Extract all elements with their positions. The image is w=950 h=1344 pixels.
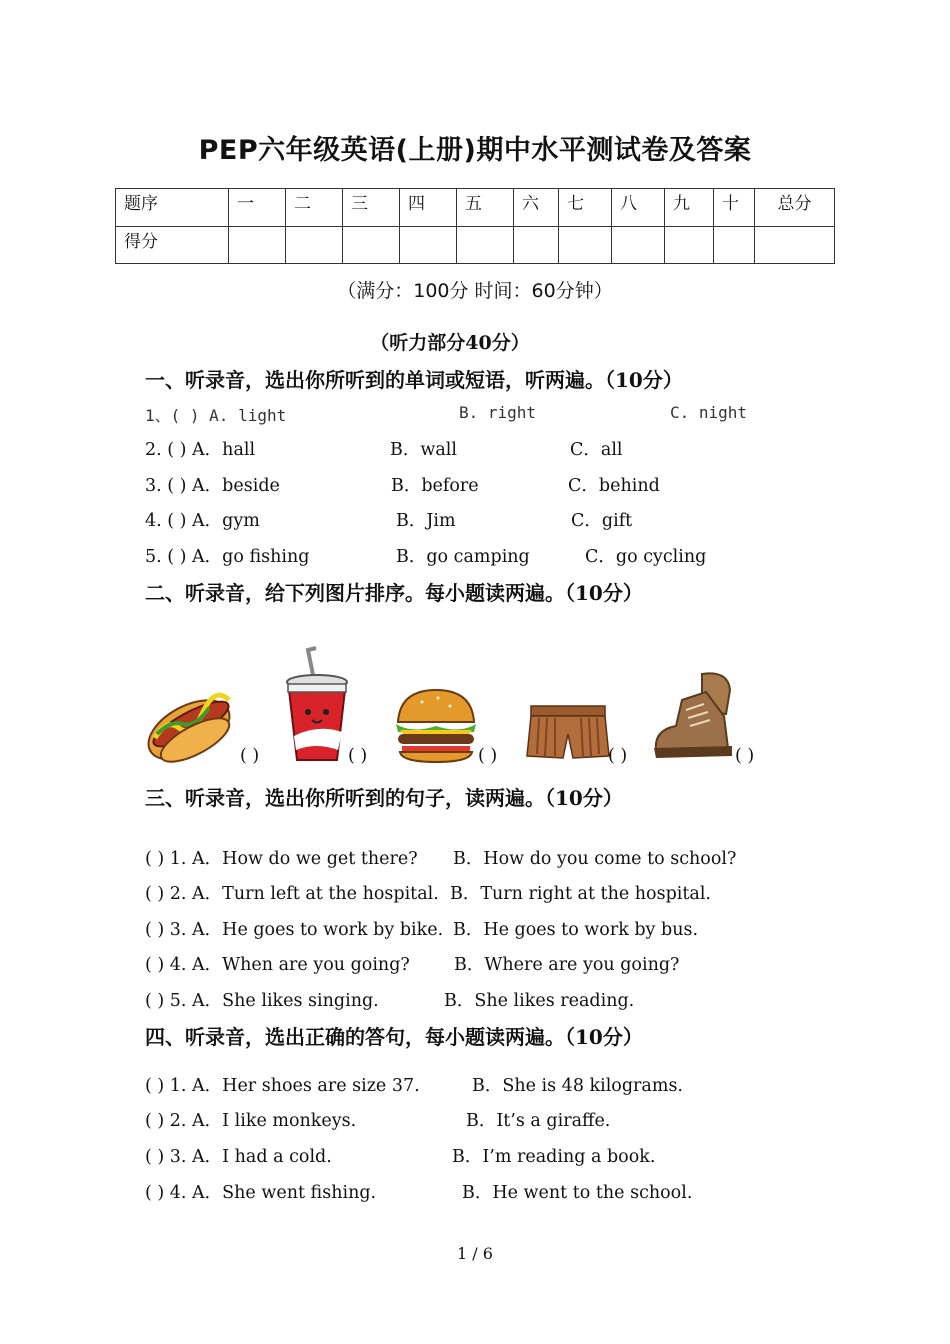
score-cell[interactable] bbox=[612, 226, 665, 264]
s1-q2-a: 2. ( ) A．hall bbox=[145, 440, 256, 460]
score-cell[interactable] bbox=[343, 226, 400, 264]
header-cell: 八 bbox=[612, 189, 665, 227]
s1-q1-c: C. night bbox=[670, 403, 748, 422]
score-cell[interactable] bbox=[286, 226, 343, 264]
s1-q2-b: B．wall bbox=[390, 440, 457, 460]
s4-q3-b: B．I’m reading a book. bbox=[452, 1147, 656, 1167]
s1-q1-b: B. right bbox=[459, 403, 537, 422]
score-table-header-row bbox=[116, 189, 835, 227]
header-cell: 题序 bbox=[116, 189, 229, 227]
score-time-note: （满分：100分 时间：60分钟） bbox=[337, 280, 613, 302]
score-cell[interactable] bbox=[457, 226, 514, 264]
picture-answer-5[interactable]: ( ) bbox=[735, 746, 755, 766]
s1-q5-b: B．go camping bbox=[396, 547, 530, 567]
header-cell: 十 bbox=[714, 189, 755, 227]
s3-q2-b: B．Turn right at the hospital. bbox=[450, 884, 711, 904]
header-cell: 九 bbox=[665, 189, 714, 227]
header-cell: 三 bbox=[343, 189, 400, 227]
score-table-score-row bbox=[116, 226, 835, 264]
s4-q4-a: ( ) 4. A．She went fishing. bbox=[145, 1183, 377, 1203]
hotdog-picture bbox=[143, 680, 241, 764]
burger-picture bbox=[392, 688, 480, 764]
row-label: 得分 bbox=[116, 226, 229, 264]
page-number: 1 / 6 bbox=[457, 1244, 493, 1263]
s4-q2-b: B．It’s a giraffe. bbox=[466, 1111, 611, 1131]
picture-answer-2[interactable]: ( ) bbox=[348, 746, 368, 766]
section-1-heading: 一、听录音，选出你所听到的单词或短语，听两遍。（10分） bbox=[145, 368, 683, 392]
s3-q4-a: ( ) 4. A．When are you going? bbox=[145, 955, 410, 975]
section-4-heading: 四、听录音，选出正确的答句，每小题读两遍。（10分） bbox=[145, 1025, 643, 1049]
score-cell[interactable] bbox=[400, 226, 457, 264]
s1-q3-c: C．behind bbox=[568, 476, 660, 496]
s3-q1-b: B．How do you come to school? bbox=[453, 849, 737, 869]
section-3-heading: 三、听录音，选出你所听到的句子，读两遍。（10分） bbox=[145, 786, 623, 810]
header-cell: 二 bbox=[286, 189, 343, 227]
score-cell[interactable] bbox=[714, 226, 755, 264]
picture-answer-1[interactable]: ( ) bbox=[240, 746, 260, 766]
s3-q3-b: B．He goes to work by bus. bbox=[453, 920, 699, 940]
header-cell: 七 bbox=[559, 189, 612, 227]
s3-q3-a: ( ) 3. A．He goes to work by bike. bbox=[145, 920, 444, 940]
s3-q4-b: B．Where are you going? bbox=[454, 955, 680, 975]
s1-q5-a: 5. ( ) A．go fishing bbox=[145, 547, 310, 567]
drink-cup-picture bbox=[284, 646, 350, 764]
score-cell[interactable] bbox=[229, 226, 286, 264]
s3-q2-a: ( ) 2. A．Turn left at the hospital. bbox=[145, 884, 439, 904]
s1-q4-a: 4. ( ) A．gym bbox=[145, 511, 260, 531]
header-cell: 一 bbox=[229, 189, 286, 227]
score-cell[interactable] bbox=[665, 226, 714, 264]
s1-q2-c: C．all bbox=[570, 440, 623, 460]
s1-q4-c: C．gift bbox=[571, 511, 633, 531]
s1-q3-b: B．before bbox=[391, 476, 479, 496]
s3-q1-a: ( ) 1. A．How do we get there? bbox=[145, 849, 418, 869]
score-table bbox=[115, 188, 835, 264]
s4-q3-a: ( ) 3. A．I had a cold. bbox=[145, 1147, 332, 1167]
header-cell: 六 bbox=[514, 189, 559, 227]
s1-q3-a: 3. ( ) A．beside bbox=[145, 476, 280, 496]
s1-q1-a: 1、( ) A. light bbox=[145, 406, 287, 425]
boot-picture bbox=[652, 670, 736, 764]
header-cell: 五 bbox=[457, 189, 514, 227]
s1-q5-c: C．go cycling bbox=[585, 547, 707, 567]
header-cell: 四 bbox=[400, 189, 457, 227]
header-cell: 总分 bbox=[755, 189, 835, 227]
listening-subtitle: （听力部分40分） bbox=[370, 332, 530, 354]
s1-q4-b: B．Jim bbox=[396, 511, 456, 531]
score-cell[interactable] bbox=[559, 226, 612, 264]
s4-q4-b: B．He went to the school. bbox=[462, 1183, 693, 1203]
section-2-heading: 二、听录音，给下列图片排序。每小题读两遍。（10分） bbox=[145, 581, 643, 605]
score-cell[interactable] bbox=[755, 226, 835, 264]
shorts-picture bbox=[525, 704, 611, 764]
s4-q1-b: B．She is 48 kilograms. bbox=[472, 1076, 683, 1096]
s3-q5-b: B．She likes reading. bbox=[444, 991, 635, 1011]
score-cell[interactable] bbox=[514, 226, 559, 264]
page-title: PEP六年级英语(上册)期中水平测试卷及答案 bbox=[198, 135, 752, 166]
picture-answer-4[interactable]: ( ) bbox=[608, 746, 628, 766]
s3-q5-a: ( ) 5. A．She likes singing. bbox=[145, 991, 379, 1011]
s4-q1-a: ( ) 1. A．Her shoes are size 37. bbox=[145, 1076, 420, 1096]
picture-answer-3[interactable]: ( ) bbox=[478, 746, 498, 766]
s4-q2-a: ( ) 2. A．I like monkeys. bbox=[145, 1111, 357, 1131]
